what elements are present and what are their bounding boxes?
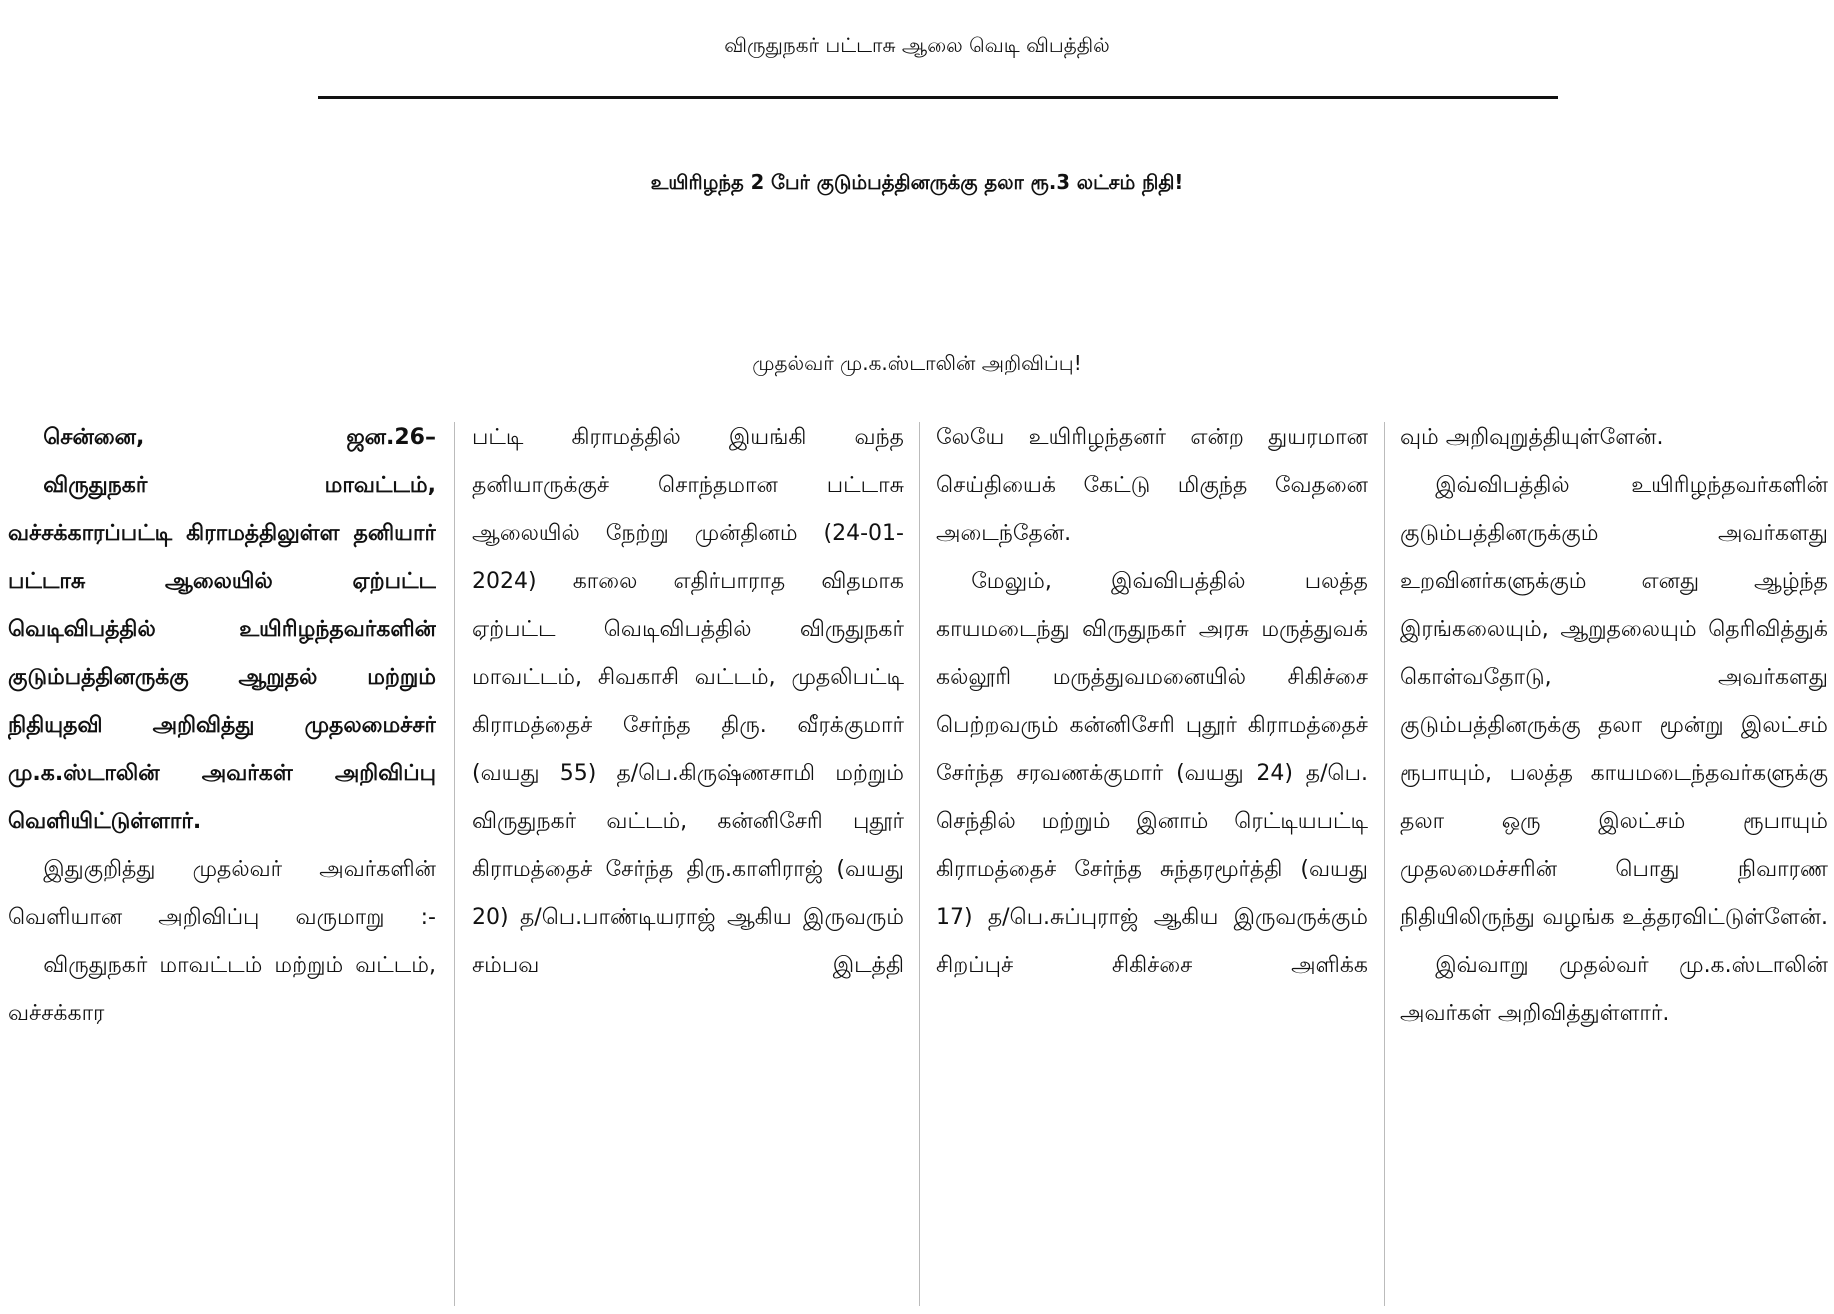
article-paragraph: இவ்விபத்தில் உயிரிழந்தவர்களின் குடும்பத்தினருக்கும் அவர்களது உறவினர்களுக்கும் எனது ஆழ்ந்த இரங்கலையும், ஆறுதலையும் தெரிவித்துக் கொள்வதோடு, அவர்களது குடும்பத்தினருக்கு தலா மூன்று இலட்சம் ரூபாயும், பலத்த காயமடைந்தவர்களுக்கு தலா ஒரு இலட்சம் ரூபாயும் முதலமைச்சரின் பொது நிவாரண நிதியிலிருந்து வழங்க உத்தரவிட்டுள்ளேன்.	[1400, 473, 1828, 930]
column-divider	[1384, 422, 1385, 1306]
article-column-2	[472, 414, 904, 1310]
article-body	[0, 414, 1834, 1314]
headline-kicker: விருதுநகர் பட்டாசு ஆலை வெடி விபத்தில்	[724, 33, 1110, 57]
article-paragraph: மேலும், இவ்விபத்தில் பலத்த காயமடைந்து விருதுநகர் அரசு மருத்துவக் கல்லூரி மருத்துவமனையில் சிகிச்சை பெற்றவரும் கன்னிசேரி புதூர் கிராமத்தைச் சேர்ந்த சரவணக்குமார் (வயது 24) த/பெ. செந்தில் மற்றும் இனாம் ரெட்டியபட்டி கிராமத்தைச் சேர்ந்த சுந்தரமூர்த்தி (வயது 17) த/பெ.சுப்புராஜ் ஆகிய இருவருக்கும் சிறப்புச் சிகிச்சை அளிக்க	[936, 569, 1368, 978]
headline-sub: முதல்வர் மு.க.ஸ்டாலின் அறிவிப்பு!	[752, 351, 1082, 375]
article-paragraph: லேயே உயிரிழந்தனர் என்ற துயரமான செய்தியைக் கேட்டு மிகுந்த வேதனை அடைந்தேன்.	[936, 425, 1368, 546]
column-divider	[919, 422, 920, 1306]
kicker-underline	[318, 96, 1558, 99]
article-paragraph: பட்டி கிராமத்தில் இயங்கி வந்த தனியாருக்குச் சொந்தமான பட்டாசு ஆலையில் நேற்று முன்தினம் (24-01-2024) காலை எதிர்பாராத விதமாக ஏற்பட்ட வெடிவிபத்தில் விருதுநகர் மாவட்டம், சிவகாசி வட்டம், முதலிபட்டி கிராமத்தைச் சேர்ந்த திரு. வீரக்குமார் (வயது 55) த/பெ.கிருஷ்ணசாமி மற்றும் விருதுநகர் வட்டம், கன்னிசேரி புதூர் கிராமத்தைச் சேர்ந்த திரு.காளிராஜ் (வயது 20) த/பெ.பாண்டியராஜ் ஆகிய இருவரும் சம்பவ இடத்தி	[472, 425, 904, 978]
column-divider	[454, 422, 455, 1306]
article-column-4	[1400, 414, 1828, 1310]
article-paragraph: விருதுநகர் மாவட்டம், வச்சக்காரப்பட்டி கிராமத்திலுள்ள தனியார் பட்டாசு ஆலையில் ஏற்பட்ட வெடிவிபத்தில் உயிரிழந்தவர்களின் குடும்பத்தினருக்கு ஆறுதல் மற்றும் நிதியுதவி அறிவித்து முதலமைச்சர் மு.க.ஸ்டாலின் அவர்கள் அறிவிப்பு வெளியிட்டுள்ளார்.	[8, 473, 436, 834]
article-paragraph: வும் அறிவுறுத்தியுள்ளேன்.	[1400, 425, 1664, 450]
article-paragraph: விருதுநகர் மாவட்டம் மற்றும் வட்டம், வச்சக்கார	[8, 953, 436, 1026]
article-paragraph: இவ்வாறு முதல்வர் மு.க.ஸ்டாலின் அவர்கள் அறிவித்துள்ளார்.	[1400, 953, 1828, 1026]
headline-main: உயிரிழந்த 2 பேர் குடும்பத்தினருக்கு தலா ரூ.3 லட்சம் நிதி!	[650, 170, 1184, 194]
article-column-3	[936, 414, 1368, 1310]
article-column-1	[8, 414, 436, 1310]
article-paragraph: இதுகுறித்து முதல்வர் அவர்களின் வெளியான அறிவிப்பு வருமாறு :-	[8, 857, 436, 930]
dateline: சென்னை, ஜன.26–	[43, 425, 436, 450]
